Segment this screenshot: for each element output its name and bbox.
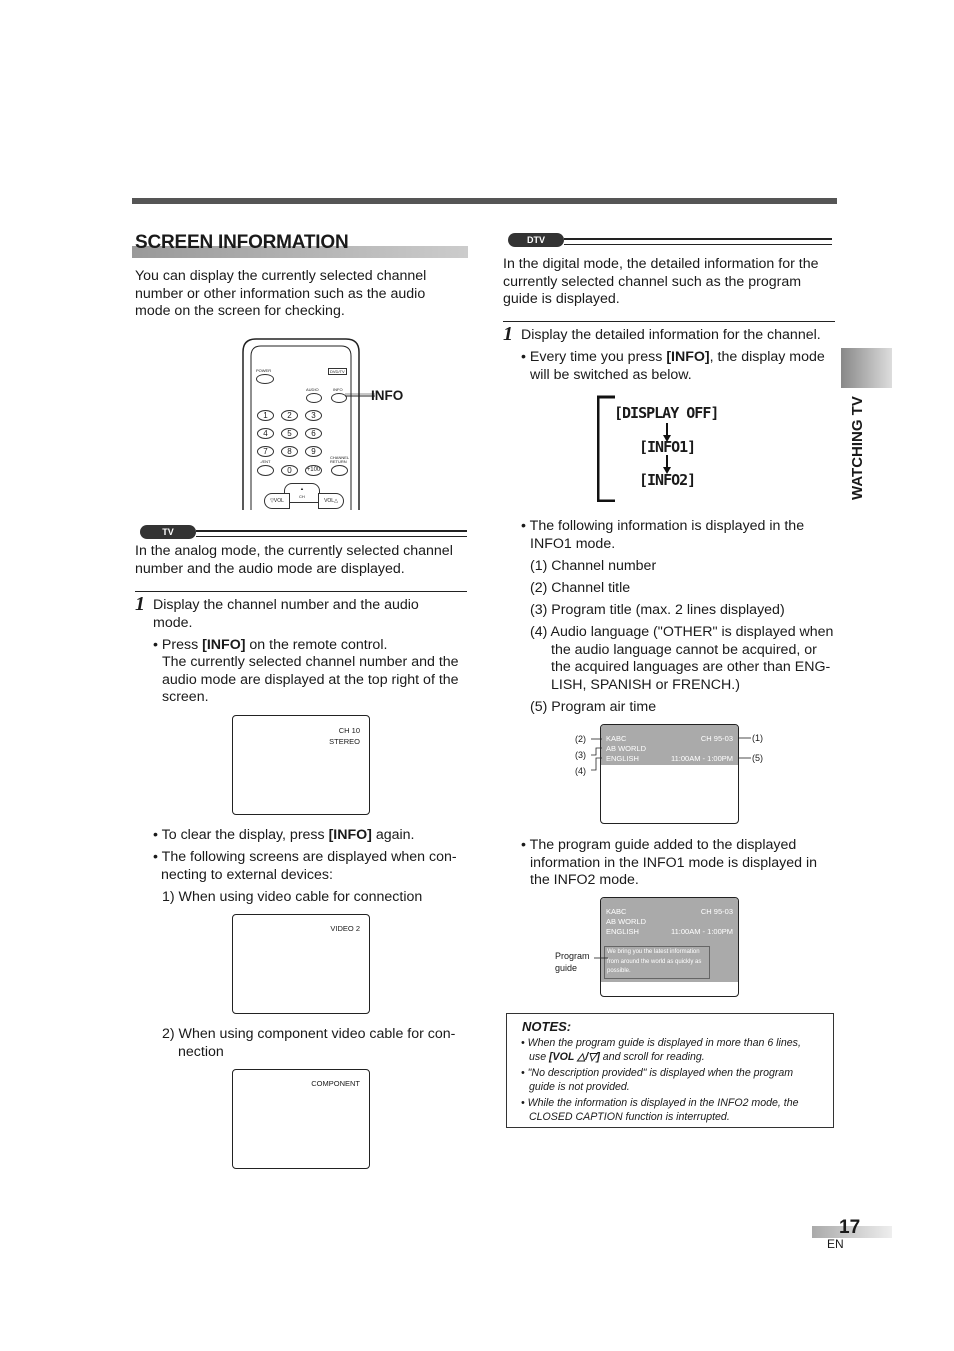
digit-2: 2 <box>281 410 298 421</box>
tv-screen-component <box>232 1069 370 1169</box>
info-item-3: (3) Program title (max. 2 lines displayed) <box>530 602 785 618</box>
tv-sub-component: 2) When using component video cable for con-nection <box>162 1026 456 1060</box>
program-guide-box <box>604 946 710 979</box>
plus100-button: +100 <box>305 465 322 476</box>
info1-station: KABC <box>606 734 627 743</box>
info2-channel: CH 95-03 <box>700 907 733 916</box>
callout-1: (1) <box>752 733 763 743</box>
page-lang: EN <box>827 1237 844 1251</box>
info1-time: 11:00AM - 1:00PM <box>671 754 733 763</box>
remote-illustration <box>242 338 360 510</box>
vol-down-button: ▽VOL <box>264 493 290 509</box>
digit-8: 8 <box>281 446 298 457</box>
tv-screen-video2 <box>232 914 370 1014</box>
dtv-bullet-press-info: • Every time you press [INFO], the display mode will be switched as below. <box>521 349 825 383</box>
digit-9: 9 <box>305 446 322 457</box>
section-title: SCREEN INFORMATION <box>135 232 349 253</box>
ch-return-button <box>331 465 348 476</box>
info-item-4: (4) Audio language ("OTHER" is displayed when the audio language cannot be acquired, or the acquired languages are other than ENG-LISH, SPANISH or FRENCH.) <box>530 624 834 694</box>
tv-tag: TV <box>140 525 196 539</box>
info2-language: ENGLISH <box>606 927 639 936</box>
note-1-line-2: use [VOL △/▽] and scroll for reading. <box>529 1051 705 1063</box>
info-callout-label: INFO <box>371 388 404 403</box>
digit-4: 4 <box>257 428 274 439</box>
note-3-line-1: • While the information is displayed in the INFO2 mode, the <box>521 1097 799 1109</box>
note-3-line-2: CLOSED CAPTION function is interrupted. <box>529 1111 730 1123</box>
power-label: POWER <box>256 368 272 373</box>
audio-label: AUDIO <box>306 387 319 392</box>
info-item-2: (2) Channel title <box>530 580 631 596</box>
ch-up-icon: ▲ <box>300 486 304 491</box>
tv-tag-rule <box>196 530 467 537</box>
side-tab <box>841 348 892 388</box>
notes-box <box>506 1013 834 1128</box>
dtv-step-number: 1 <box>503 323 513 345</box>
info1-title: AB WORLD <box>606 744 647 753</box>
ent-button <box>257 465 274 476</box>
dtv-divider <box>503 321 835 322</box>
program-guide-label: Program guide <box>555 951 590 973</box>
info1-channel: CH 95-03 <box>700 734 733 743</box>
dtv-tag-rule <box>564 238 832 245</box>
note-2-line-1: • "No description provided" is displayed when the program <box>521 1067 794 1079</box>
ch-return-label: CHANNEL RETURN <box>330 455 349 464</box>
digit-5: 5 <box>281 428 298 439</box>
info1-callout-lines <box>588 730 758 775</box>
tv-sub-video: 1) When using video cable for connection <box>162 889 423 905</box>
note-2-line-2: guide is not provided. <box>529 1081 630 1093</box>
tv-screen-channel: CH 10 <box>338 726 360 735</box>
notes-title: NOTES: <box>522 1019 572 1034</box>
digit-3: 3 <box>305 410 322 421</box>
dvd-tv-label: DVD/TV <box>330 369 345 374</box>
guide-callout-line <box>594 955 608 961</box>
digit-0: 0 <box>281 465 298 476</box>
callout-3: (3) <box>575 750 586 760</box>
note-1-line-1: • When the program guide is displayed in more than 6 lines, <box>521 1037 801 1049</box>
dtv-bullet-info2: • The program guide added to the displayed information in the INFO1 mode is displayed in the INFO2 mode. <box>521 837 818 889</box>
tv-screen-video2-text: VIDEO 2 <box>330 924 360 933</box>
callout-4: (4) <box>575 766 586 776</box>
side-label: WATCHING TV <box>849 396 866 500</box>
info2-screen <box>600 897 739 997</box>
tv-step-number: 1 <box>135 593 145 615</box>
program-guide-text: We bring you the latest information from around the world as quickly as possible. <box>607 949 702 974</box>
dtv-bullet-info1: • The following information is displayed in the INFO1 mode. <box>521 518 805 552</box>
info-item-5: (5) Program air time <box>530 699 657 715</box>
ch-label: CH <box>299 494 305 499</box>
info2-station: KABC <box>606 907 627 916</box>
digit-6: 6 <box>305 428 322 439</box>
intro-text: You can display the currently selected channel number or other information such as the audio mode on the screen for checking. <box>135 268 427 320</box>
info2-left-text <box>606 907 646 937</box>
dtv-intro-text: In the digital mode, the detailed information for the currently selected channel such as the program guide is displayed. <box>503 256 819 308</box>
ent-label: -/ENT <box>260 459 271 464</box>
tv-screen-audio: STEREO <box>329 737 360 746</box>
info1-language: ENGLISH <box>606 754 639 763</box>
info2-time: 11:00AM - 1:00PM <box>671 927 733 936</box>
mode-display-off: [DISPLAY OFF] <box>614 404 719 422</box>
audio-button <box>306 393 322 403</box>
dtv-step-text: Display the detailed information for the channel. <box>521 327 821 343</box>
tv-intro-text: In the analog mode, the currently selected channel number and the audio mode are displayed. <box>135 543 453 577</box>
info2-title: AB WORLD <box>606 917 647 926</box>
dtv-tag: DTV <box>508 233 564 247</box>
info-item-1: (1) Channel number <box>530 558 657 574</box>
tv-step-text: Display the channel number and the audio mode. <box>153 597 419 631</box>
tv-bullet-press-info: • Press [INFO] on the remote control. <box>153 637 388 653</box>
tv-screen-component-text: COMPONENT <box>311 1079 360 1088</box>
info-label: INFO <box>333 387 343 392</box>
tv-screen-ch10-text <box>329 725 360 747</box>
tv-bullet-clear: • To clear the display, press [INFO] again. <box>153 827 415 843</box>
tv-bullet-press-info-cont: The currently selected channel number and the audio mode are displayed at the top right of the screen. <box>162 654 459 706</box>
tv-divider <box>135 591 467 592</box>
digit-7: 7 <box>257 446 274 457</box>
page-number: 17 <box>839 1217 861 1238</box>
mode-info2: [INFO2] <box>639 471 696 489</box>
callout-2: (2) <box>575 734 586 744</box>
digit-1: 1 <box>257 410 274 421</box>
top-rule <box>132 198 837 204</box>
vol-up-button: VOL△ <box>318 493 344 509</box>
power-button <box>256 374 274 384</box>
tv-screen-ch10 <box>232 715 370 815</box>
mode-cycle-diagram <box>597 395 739 502</box>
callout-5: (5) <box>752 753 763 763</box>
mode-info1: [INFO1] <box>639 438 696 456</box>
tv-bullet-external: • The following screens are displayed when con-necting to external devices: <box>153 849 457 883</box>
